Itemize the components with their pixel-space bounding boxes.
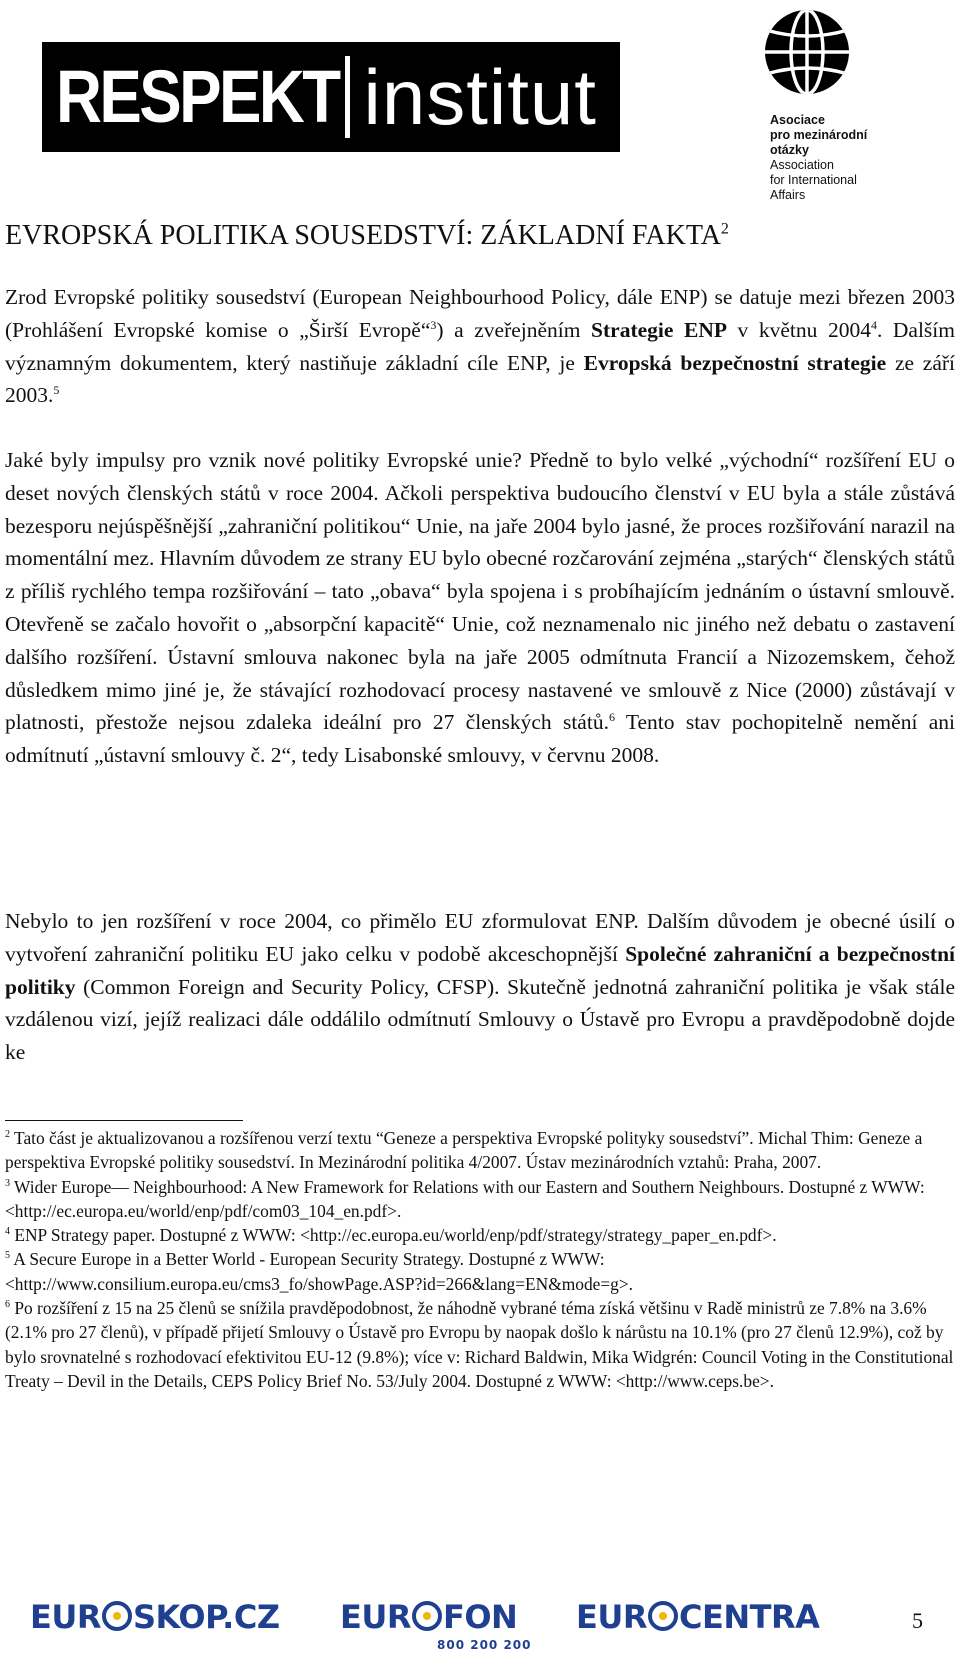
eurofon-logo-post: FON	[442, 1598, 518, 1636]
euroskop-logo-pre: EUR	[30, 1598, 101, 1636]
document-title-text: EVROPSKÁ POLITIKA SOUSEDSTVÍ: ZÁKLADNÍ FAKTA	[5, 220, 721, 251]
page-number: 5	[912, 1608, 923, 1633]
p2-text-2: Tento stav pochopitelně nemění ani odmítnutí „ústavní smlouvy č. 2“, tedy Lisabonské smlouvy, v červnu 2008.	[5, 710, 955, 768]
p1-text-5: ze září 2003.	[5, 350, 955, 408]
amo-en-line-2: for International	[770, 173, 857, 187]
eurofon-phone-number: 800 200 200	[437, 1638, 532, 1652]
footnotes	[5, 1126, 955, 1393]
p1-text-2: ) a zveřejněním	[436, 317, 592, 342]
footnote-ref-6: 6	[608, 710, 615, 725]
eurocentra-logo-post: CENTRA	[678, 1598, 820, 1636]
eurofon-logo[interactable]	[340, 1596, 517, 1638]
p2-text-1: Jaké byly impulsy pro vznik nové politiky Evropské unie? Předně to bylo velké „východní“ rozšíření EU o deset nových členských států v roce 2004. Ačkoli perspektiva budoucího členství v EU byla a stále zůstává bezesporu nejúspěšnější „zahraniční politikou“ Unie, na jaře 2004 bylo jasné, že proces rozšiřování narazil na momentální mez. Hlavním důvodem ze strany EU bylo obecné rozčarování zejména „starých“ členských států z příliš rychlého tempa rozšiřování – tato „obava“ byla spojena i s probíhajícím jednáním o ústavní smlouvě. Otevřeně se začalo hovořit o „absorpční kapacitě“ Unie, což neznamenalo nic jiného než debatu o zastavení dalšího rozšíření. Ústavní smlouva nakonec byla na jaře 2005 odmítnuta Francií a Nizozemskem, čehož důsledkem mimo jiné je, že stávající rozhodovací procesy nastavené ve smlouvě z Nice (2000) zůstávají v platnosti, přestože nejsou zdaleka ideální pro 27 členských států.	[5, 448, 955, 735]
amo-logo-text	[770, 113, 940, 203]
amo-cz-line-2: pro mezinárodní	[770, 128, 868, 142]
footnote-number: 3	[5, 1177, 10, 1189]
footnote-2	[5, 1126, 955, 1175]
p3-bold-cfsp: Společné zahraniční a bezpečnostní politiky	[5, 941, 956, 999]
eu-stars-icon	[648, 1601, 678, 1631]
amo-en-line-1: Association	[770, 158, 834, 172]
footnote-text: Po rozšíření z 15 na 25 členů se snížila pravděpodobnost, že náhodně vybrané téma získá většinu v Radě ministrů ze 7.8% na 3.6% (2.1% pro 27 členů), v případě přijetí Smlouvy o Ústavě pro Evropu by naopak došlo k nárůstu na 10.1% (pro 27 členů 12.9%), což by bylo srovnatelné s rozhodovací efektivitou EU-12 (9.8%); více v: Richard Baldwin, Mika Widgrén: Council Voting in the Constitutional Treaty – Devil in the Details, CEPS Policy Brief No. 53/July 2004. Dostupné z WWW: <http://www.ceps.be>.	[5, 1298, 954, 1391]
p1-bold-enp-strategy: Strategie ENP	[591, 317, 727, 342]
p1-text-4: . Dalším významným dokumentem, který nastiňuje základní cíle ENP, je	[5, 317, 955, 375]
footnote-number: 4	[5, 1226, 10, 1238]
paragraph-3	[5, 905, 955, 1069]
amo-globe-icon	[762, 0, 852, 110]
document-title	[5, 218, 945, 254]
p1-bold-security-strategy: Evropská bezpečnostní strategie	[583, 350, 887, 375]
footnote-4	[5, 1223, 955, 1247]
paragraph-1	[5, 281, 955, 412]
footnote-number: 5	[5, 1250, 10, 1262]
paragraph-2	[5, 444, 955, 772]
footnote-6	[5, 1296, 955, 1393]
eurocentra-logo[interactable]	[576, 1596, 819, 1638]
eu-stars-icon	[102, 1601, 132, 1631]
footnote-number: 6	[5, 1299, 10, 1311]
p3-text-2: (Common Foreign and Security Policy, CFSP). Skutečně jednotná zahraniční politika je však stále vzdálenou vizí, jejíž realizaci dále oddálilo odmítnutí Smlouvy o Ústavě pro Evropu a pravděpodobně dojde ke	[5, 974, 955, 1065]
eurofon-logo-pre: EUR	[340, 1598, 411, 1636]
footnote-text: A Secure Europe in a Better World - European Security Strategy. Dostupné z WWW: <http://www.consilium.europa.eu/cms3_fo/showPage.ASP?id=266&lang=EN&mode=g>.	[5, 1249, 634, 1294]
eurocentra-logo-pre: EUR	[576, 1598, 647, 1636]
footnote-text: Tato část je aktualizovanou a rozšířenou verzí textu “Geneze a perspektiva Evropské polityky sousedství”. Michal Thim: Geneze a perspektiva Evropské politiky sousedství. In Mezinárodní politika 4/2007. Ústav mezinárodních vztahů: Praha, 2007.	[5, 1128, 923, 1173]
footnote-ref-2: 2	[720, 220, 729, 238]
euroskop-logo-post: SKOP.CZ	[132, 1598, 280, 1636]
footnote-ref-4: 4	[870, 317, 877, 332]
eu-stars-icon	[412, 1601, 442, 1631]
footnote-separator	[5, 1120, 243, 1121]
respekt-logo-suffix: institut	[363, 53, 597, 141]
respekt-logo-divider	[345, 56, 350, 138]
footnote-5	[5, 1247, 955, 1296]
footnote-3	[5, 1175, 955, 1224]
footnote-ref-5: 5	[53, 383, 60, 398]
amo-cz-line-3: otázky	[770, 143, 809, 157]
amo-en-line-3: Affairs	[770, 188, 806, 202]
respekt-logo-brand: RESPEKT	[56, 55, 339, 138]
footnote-ref-3: 3	[430, 317, 437, 332]
amo-cz-line-1: Asociace	[770, 113, 825, 127]
respekt-institut-logo	[42, 42, 620, 152]
footnote-number: 2	[5, 1129, 10, 1141]
euroskop-logo[interactable]	[30, 1596, 280, 1638]
p3-text-1: Nebylo to jen rozšíření v roce 2004, co přimělo EU zformulovat ENP. Dalším důvodem je obecné úsilí o vytvoření zahraniční politiku EU jako celku v podobě akceschopnější	[5, 909, 955, 966]
p1-text-3: v květnu 2004	[727, 317, 871, 342]
footnote-text: Wider Europe— Neighbourhood: A New Framework for Relations with our Eastern and Southern Neighbours. Dostupné z WWW: <http://ec.europa.eu/world/enp/pdf/com03_104_en.pdf>.	[5, 1176, 925, 1221]
p1-text-1: Zrod Evropské politiky sousedství (European Neighbourhood Policy, dále ENP) se datuje mezi březen 2003 (Prohlášení Evropské komise o „Širší Evropě“	[5, 285, 955, 342]
footnote-text: ENP Strategy paper. Dostupné z WWW: <http://ec.europa.eu/world/enp/pdf/strategy/strategy_paper_en.pdf>.	[10, 1225, 777, 1246]
